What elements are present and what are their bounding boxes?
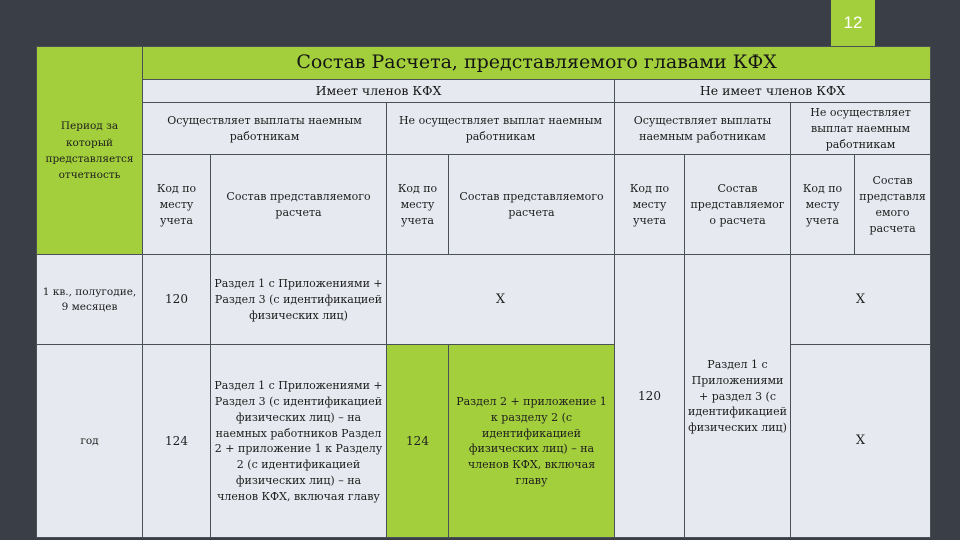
- row2-x-no-members: Х: [791, 345, 931, 538]
- table-title: Состав Расчета, представляемого главами КФХ: [143, 47, 931, 80]
- row1-composition: Раздел 1 с Приложениями + Раздел 3 (с идентификацией физических лиц): [211, 255, 387, 345]
- row2-period: год: [37, 345, 143, 538]
- composition-header-2: Состав представляемого расчета: [449, 155, 615, 255]
- row2-composition: Раздел 1 с Приложениями + Раздел 3 (с идентификацией физических лиц) – на наемных работников Раздел 2 + приложение 1 к Разделу 2 (с идентификацией физических лиц) – на членов КФХ, включая главу: [211, 345, 387, 538]
- code-header-1: Код по месту учета: [143, 155, 211, 255]
- row2-code-2: 124: [387, 345, 449, 538]
- hm-pays-header: Осуществляет выплаты наемным работникам: [143, 102, 387, 155]
- period-header: Период за который представляется отчетность: [45, 120, 134, 181]
- row1-x-no-members: Х: [791, 255, 931, 345]
- row1-code: 120: [143, 255, 211, 345]
- composition-header-1: Состав представляемого расчета: [211, 155, 387, 255]
- slide-number: 12: [831, 0, 875, 46]
- has-members-header: Имеет членов КФХ: [143, 79, 615, 102]
- code-header-3: Код по месту учета: [615, 155, 685, 255]
- nm-pays-header: Осуществляет выплаты наемным работникам: [615, 102, 791, 155]
- no-members-composition: Раздел 1 с Приложениями + раздел 3 (с идентификацией физических лиц): [685, 255, 791, 538]
- row1-period: 1 кв., полугодие, 9 месяцев: [37, 255, 143, 345]
- composition-header-4: Состав представляемого расчета: [855, 155, 931, 255]
- row2-code: 124: [143, 345, 211, 538]
- row2-composition-2: Раздел 2 + приложение 1 к разделу 2 (с идентификацией физических лиц) – на членов КФХ, включая главу: [449, 345, 615, 538]
- code-header-2: Код по месту учета: [387, 155, 449, 255]
- period-header-cell: [37, 47, 143, 255]
- nm-not-pays-header: Не осуществляет выплат наемным работникам: [791, 102, 931, 155]
- composition-header-3: Состав представляемого расчета: [685, 155, 791, 255]
- no-members-code: 120: [615, 255, 685, 538]
- composition-table-container: [36, 46, 930, 533]
- row1-x-has-members: Х: [387, 255, 615, 345]
- hm-not-pays-header: Не осуществляет выплат наемным работникам: [387, 102, 615, 155]
- code-header-4: Код по месту учета: [791, 155, 855, 255]
- composition-table: [36, 46, 931, 538]
- no-members-header: Не имеет членов КФХ: [615, 79, 931, 102]
